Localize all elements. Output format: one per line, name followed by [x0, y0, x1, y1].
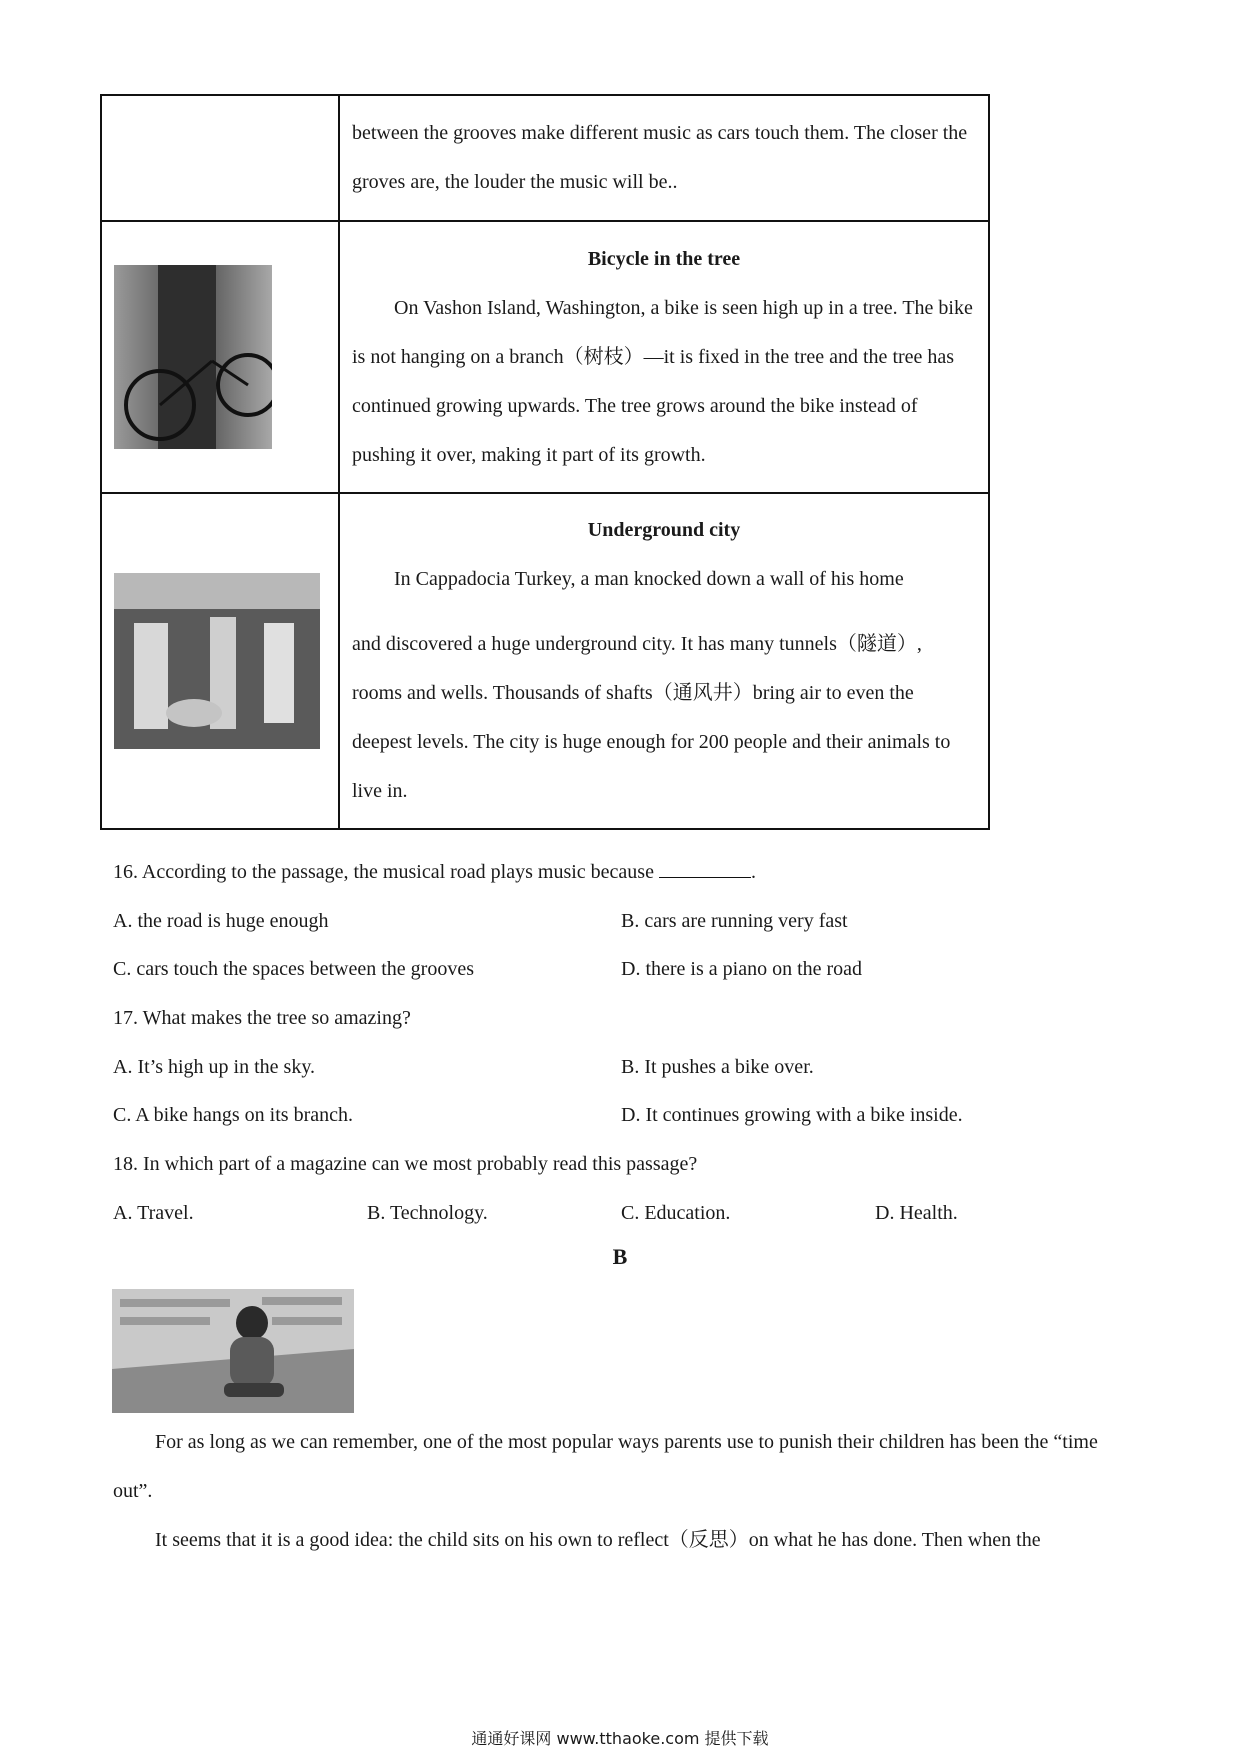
- option-18a: A. Travel.: [113, 1201, 194, 1224]
- options-row: [113, 1091, 1013, 1140]
- options-row: [113, 897, 1013, 946]
- underground-city-photo: [114, 573, 320, 749]
- footer-watermark: 通通好课网 www.tthaoke.com 提供下载: [471, 1729, 769, 1748]
- question-17: 17. What makes the tree so amazing?: [113, 1007, 411, 1030]
- questions: [113, 848, 1013, 1238]
- option-17a: A. It’s high up in the sky.: [113, 1055, 316, 1078]
- underground-text-line1: In Cappadocia Turkey, a man knocked down a wall of his home: [394, 568, 904, 590]
- underground-text: and discovered a huge underground city. It has many tunnels（隧道）, rooms and wells. Thousands of shafts（通风井）bring air to even the deepest levels. The city is huge enough for 200 people and their animals to live in.: [352, 633, 951, 802]
- child-in-corner-photo: [112, 1289, 354, 1413]
- options-row: [113, 1189, 1013, 1238]
- passage-paragraph-1: For as long as we can remember, one of the most popular ways parents use to punish their children has been the “time out”.: [113, 1431, 1098, 1502]
- image-cell: [101, 493, 339, 829]
- option-17d: D. It continues growing with a bike inside.: [621, 1104, 963, 1127]
- passage-b: [113, 1418, 1131, 1565]
- bicycle-text: On Vashon Island, Washington, a bike is seen high up in a tree. The bike is not hanging on a branch（树枝）—it is fixed in the tree and the tree has continued growing upwards. The tree grows around the bike instead of pushing it over, making it part of its growth.: [352, 296, 973, 466]
- option-17c: C. A bike hangs on its branch.: [113, 1104, 353, 1127]
- table-row: [101, 95, 989, 221]
- table-row: [101, 493, 989, 829]
- question-16-stem: 16. According to the passage, the musical road plays music because: [113, 861, 654, 883]
- option-18c: C. Education.: [621, 1201, 731, 1224]
- option-18d: D. Health.: [875, 1201, 958, 1224]
- underground-section: [339, 493, 989, 829]
- table-row: [101, 221, 989, 493]
- answer-blank: [659, 857, 751, 878]
- option-16a: A. the road is huge enough: [113, 909, 329, 932]
- bicycle-section: [339, 221, 989, 493]
- option-16c: C. cars touch the spaces between the grooves: [113, 958, 474, 981]
- reading-table: [100, 94, 990, 830]
- image-cell: [101, 221, 339, 493]
- bicycle-title: Bicycle in the tree: [587, 247, 741, 270]
- underground-title: Underground city: [587, 519, 741, 541]
- passage-paragraph-2: It seems that it is a good idea: the child sits on his own to reflect（反思）on what he has done. Then when the: [155, 1529, 1041, 1551]
- empty-image-cell: [101, 95, 339, 221]
- question-18: 18. In which part of a magazine can we most probably read this passage?: [113, 1153, 698, 1176]
- bicycle-in-tree-photo: [114, 265, 272, 449]
- musical-road-text: between the grooves make different music as cars touch them. The closer the groves are, the louder the music will be..: [339, 95, 989, 221]
- options-row: [113, 945, 1013, 994]
- question-16-stem-end: .: [750, 861, 756, 883]
- option-18b: B. Technology.: [367, 1201, 488, 1224]
- option-16b: B. cars are running very fast: [621, 909, 848, 932]
- options-row: [113, 1043, 1013, 1092]
- section-b-title: B: [612, 1244, 628, 1269]
- option-17b: B. It pushes a bike over.: [621, 1055, 814, 1078]
- option-16d: D. there is a piano on the road: [621, 958, 863, 981]
- question-16: [113, 848, 1013, 897]
